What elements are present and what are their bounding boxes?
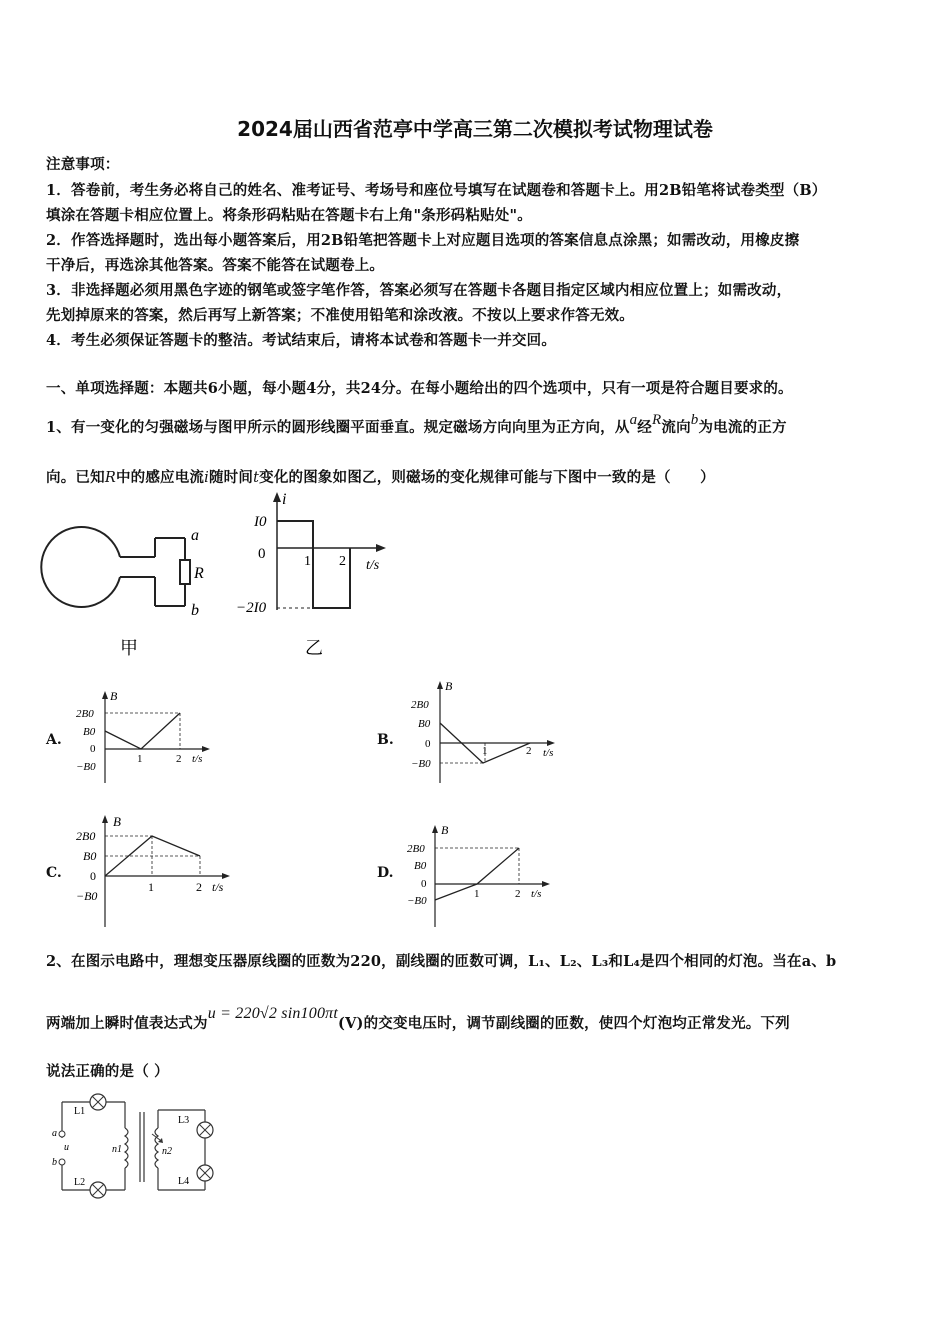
- svg-text:2B0: 2B0: [411, 699, 429, 711]
- svg-text:1: 1: [304, 554, 311, 569]
- q2-line-1: 2、在图示电路中，理想变压器原线圈的匝数为220，副线圈的匝数可调，L₁、L₂、L₃和L₄是四个相同的灯泡。当在a、b: [46, 953, 837, 970]
- svg-text:t/s: t/s: [366, 558, 380, 573]
- svg-text:t/s: t/s: [543, 747, 554, 759]
- svg-text:0: 0: [425, 738, 431, 750]
- option-C-label[interactable]: C.: [46, 865, 62, 881]
- svg-text:2: 2: [515, 888, 521, 900]
- svg-text:−B0: −B0: [76, 761, 96, 773]
- notice-line-4: 干净后，再选涂其他答案。答案不能答在试题卷上。: [46, 257, 385, 274]
- svg-text:2: 2: [526, 745, 532, 757]
- svg-text:2B0: 2B0: [407, 843, 425, 855]
- option-B-graph: [405, 678, 565, 788]
- svg-text:B0: B0: [83, 726, 96, 738]
- svg-text:−B0: −B0: [76, 889, 98, 903]
- svg-text:i: i: [282, 491, 287, 508]
- svg-text:1: 1: [148, 880, 154, 894]
- page-title: 2024届山西省范亭中学高三第二次模拟考试物理试卷: [237, 117, 713, 141]
- svg-text:0: 0: [90, 743, 96, 755]
- notice-line-2: 填涂在答题卡相应位置上。将条形码粘贴在答题卡右上角"条形码粘贴处"。: [46, 207, 532, 224]
- option-A-graph: [70, 688, 220, 788]
- svg-text:B: B: [441, 823, 449, 837]
- label-a: a: [191, 527, 199, 544]
- svg-text:2: 2: [339, 554, 346, 569]
- svg-text:n1: n1: [112, 1144, 122, 1155]
- svg-text:I0: I0: [254, 514, 267, 530]
- notice-line-3: 2．作答选择题时，选出每小题答案后，用2B铅笔把答题卡上对应题目选项的答案信息点涂黑；如需改动，用橡皮擦: [46, 232, 800, 249]
- label-R: R: [194, 565, 204, 582]
- label-jia: 甲: [120, 638, 138, 658]
- svg-text:n2: n2: [162, 1146, 172, 1157]
- q1-line-1: 1、有一变化的匀强磁场与图甲所示的圆形线圈平面垂直。规定磁场方向向里为正方向，从a经R流向b为电流的正方: [46, 412, 787, 436]
- svg-text:B: B: [113, 814, 121, 829]
- figure-coil: [40, 520, 220, 660]
- svg-text:0: 0: [258, 546, 266, 562]
- svg-text:t/s: t/s: [192, 753, 203, 765]
- svg-text:1: 1: [137, 753, 143, 765]
- svg-text:L3: L3: [178, 1115, 190, 1126]
- figure-current-graph: [236, 490, 400, 660]
- formula-u: u = 220√2 sin100πt: [207, 1005, 339, 1022]
- svg-text:2B0: 2B0: [76, 829, 96, 843]
- resistor-R: [180, 560, 190, 584]
- svg-text:b: b: [52, 1157, 57, 1168]
- svg-text:L1: L1: [74, 1106, 86, 1117]
- option-D-graph: [405, 822, 565, 932]
- svg-text:t/s: t/s: [212, 880, 224, 894]
- svg-text:a: a: [52, 1128, 57, 1139]
- notice-heading: 注意事项：: [46, 156, 120, 173]
- svg-text:B0: B0: [414, 860, 427, 872]
- svg-text:2B0: 2B0: [76, 708, 94, 720]
- section-heading: 一、单项选择题：本题共6小题，每小题4分，共24分。在每小题给出的四个选项中，只有一项是符合题目要求的。: [46, 380, 793, 397]
- svg-text:1: 1: [474, 888, 480, 900]
- option-A-label[interactable]: A.: [46, 732, 62, 748]
- svg-text:−2I0: −2I0: [236, 600, 267, 616]
- q1-line-2: 向。已知R中的感应电流i随时间t变化的图象如图乙，则磁场的变化规律可能与下图中一致的是（ ）: [46, 469, 715, 486]
- svg-text:L4: L4: [178, 1176, 190, 1187]
- notice-line-7: 4．考生必须保证答题卡的整洁。考试结束后，请将本试卷和答题卡一并交回。: [46, 332, 557, 349]
- label-b: b: [191, 602, 199, 619]
- notice-line-1: 1．答卷前，考生务必将自己的姓名、准考证号、考场号和座位号填写在试题卷和答题卡上。用2B铅笔将试卷类型（B）: [46, 182, 827, 199]
- svg-text:u: u: [64, 1142, 69, 1153]
- q2-line-2: 两端加上瞬时值表达式为u = 220√2 sin100πt(V)的交变电压时，调节副线圈的匝数，使四个灯泡均正常发光。下列: [46, 1005, 790, 1032]
- svg-text:2: 2: [176, 753, 182, 765]
- q2-line-3: 说法正确的是（ ）: [46, 1063, 169, 1080]
- svg-text:B0: B0: [83, 849, 97, 863]
- svg-text:B0: B0: [418, 718, 431, 730]
- notice-line-6: 先划掉原来的答案，然后再写上新答案；不准使用铅笔和涂改液。不按以上要求作答无效。: [46, 307, 634, 324]
- figure-transformer-circuit: [50, 1090, 220, 1205]
- svg-text:2: 2: [196, 880, 202, 894]
- svg-text:L2: L2: [74, 1177, 86, 1188]
- svg-text:1: 1: [482, 745, 488, 757]
- option-B-label[interactable]: B.: [377, 732, 394, 748]
- svg-text:B: B: [110, 689, 118, 703]
- notice-line-5: 3．非选择题必须用黑色字迹的钢笔或签字笔作答，答案必须写在答题卡各题目指定区域内相应位置上；如需改动，: [46, 282, 792, 299]
- option-D-label[interactable]: D.: [377, 865, 394, 881]
- svg-text:−B0: −B0: [411, 758, 431, 770]
- svg-text:−B0: −B0: [407, 895, 427, 907]
- option-C-graph: [70, 812, 240, 932]
- svg-text:0: 0: [90, 869, 96, 883]
- svg-text:t/s: t/s: [531, 888, 542, 900]
- svg-text:B: B: [445, 679, 453, 693]
- label-yi: 乙: [305, 638, 323, 658]
- svg-text:0: 0: [421, 878, 427, 890]
